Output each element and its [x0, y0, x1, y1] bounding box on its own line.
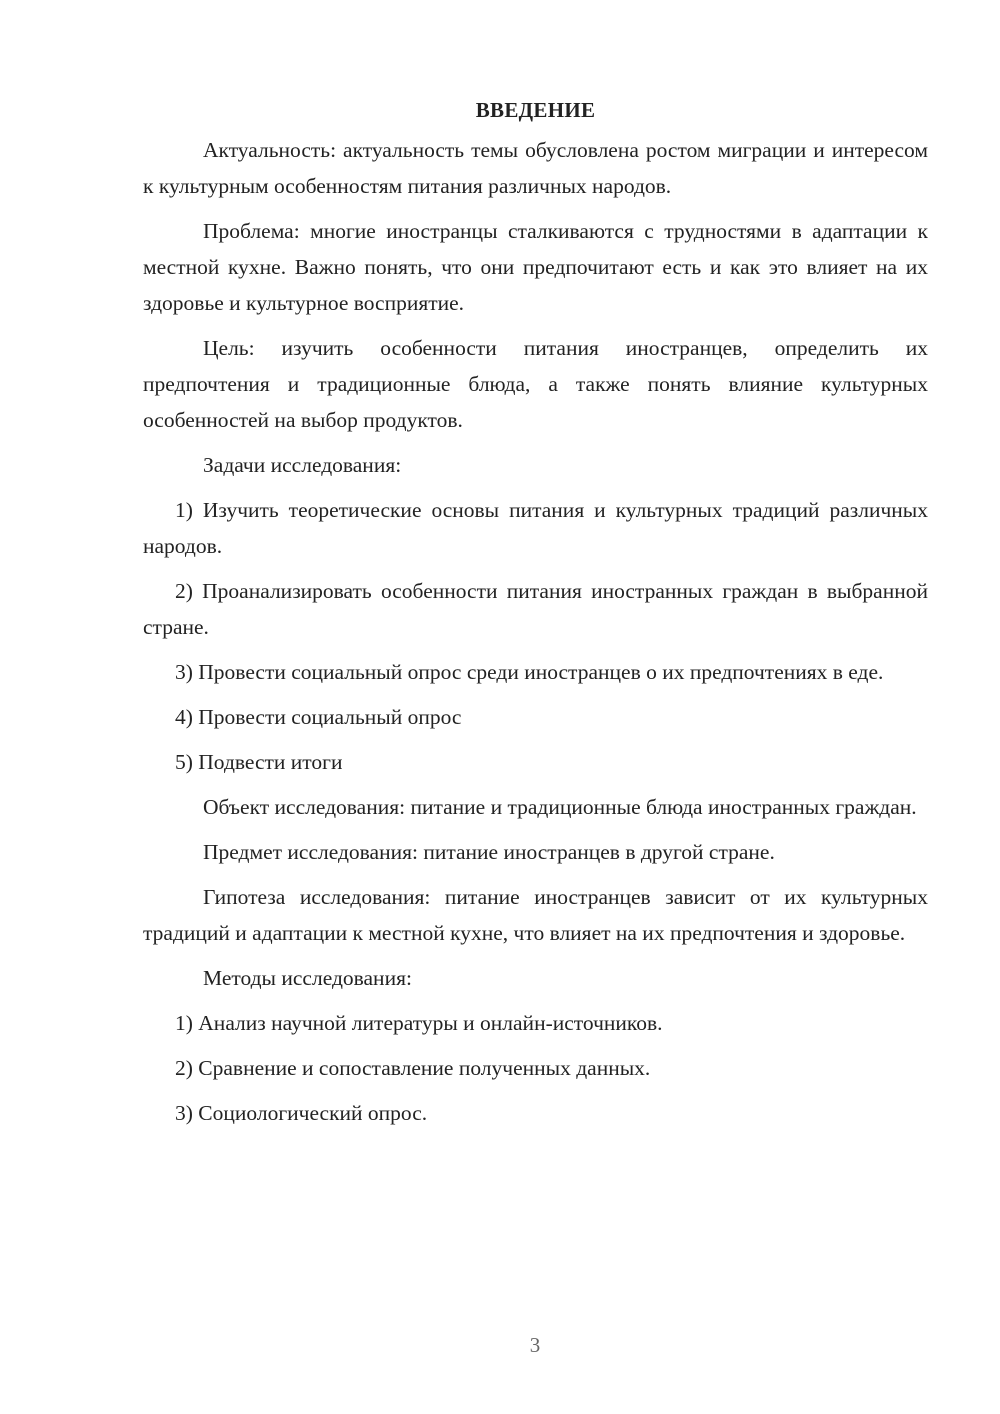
- paragraph-tasks-heading: Задачи исследования:: [203, 453, 402, 477]
- method-item: 3) Социологический опрос.: [175, 1101, 428, 1125]
- method-item: 1) Анализ научной литературы и онлайн-источников.: [175, 1011, 663, 1035]
- section-title: ВВЕДЕНИЕ: [475, 98, 596, 122]
- paragraph-hypothesis: Гипотеза исследования: питание иностранцев зависит от их культурных традиций и адаптации к местной кухне, что влияет на их предпочтения и здоровье.: [143, 885, 928, 945]
- paragraph-relevance: Актуальность: актуальность темы обусловлена ростом миграции и интересом к культурным особенностям питания различных народов.: [143, 138, 928, 198]
- document-body: [143, 92, 928, 1131]
- paragraph-subject: Предмет исследования: питание иностранцев в другой стране.: [203, 840, 775, 864]
- paragraph-methods-heading: Методы исследования:: [203, 966, 412, 990]
- task-item: 4) Провести социальный опрос: [175, 705, 462, 729]
- task-item: 5) Подвести итоги: [175, 750, 343, 774]
- paragraph-goal: Цель: изучить особенности питания иностранцев, определить их предпочтения и традиционные блюда, а также понять влияние культурных особенностей на выбор продуктов.: [143, 336, 928, 432]
- task-item: 3) Провести социальный опрос среди иностранцев о их предпочтениях в еде.: [175, 660, 884, 684]
- page-number: 3: [529, 1333, 541, 1357]
- method-item: 2) Сравнение и сопоставление полученных данных.: [175, 1056, 651, 1080]
- paragraph-object: Объект исследования: питание и традиционные блюда иностранных граждан.: [203, 795, 917, 819]
- task-item: 2) Проанализировать особенности питания иностранных граждан в выбранной стране.: [143, 579, 928, 639]
- paragraph-problem: Проблема: многие иностранцы сталкиваются с трудностями в адаптации к местной кухне. Важно понять, что они предпочитают есть и как это влияет на их здоровье и культурное восприятие.: [143, 219, 928, 315]
- task-item: 1) Изучить теоретические основы питания и культурных традиций различных народов.: [143, 498, 928, 558]
